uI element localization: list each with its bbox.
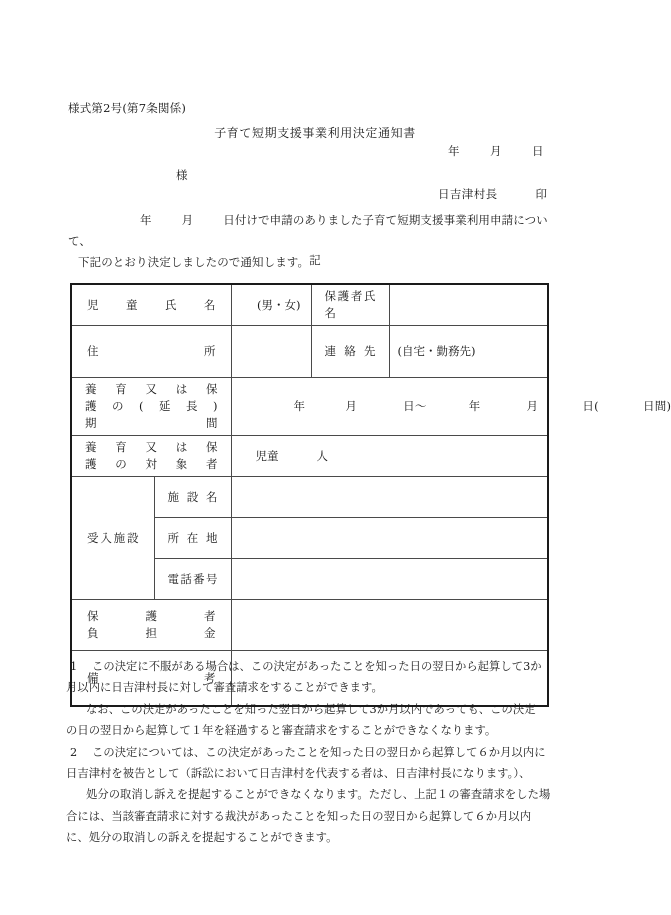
fee-value-cell[interactable]: [231, 600, 548, 651]
guardian-name-label-cell: [311, 284, 389, 326]
fee-label-cell: [71, 600, 231, 651]
table-row-address: [71, 326, 548, 378]
address-value-cell[interactable]: [231, 326, 311, 378]
footnote-1-line1: この決定に不服がある場合は、この決定があったことを知った日の翌日から起算して3か: [92, 660, 542, 673]
facility-phone-value-cell[interactable]: [231, 559, 548, 600]
care-target-label-cell: [71, 436, 231, 477]
table-row-care-target: [71, 436, 548, 477]
care-period-label-line1: 養育又は保: [85, 382, 218, 396]
footnote-2-number: 2: [70, 745, 78, 759]
child-name-label: 児童氏名: [87, 297, 216, 312]
care-target-value-cell[interactable]: [231, 436, 548, 477]
footnotes: [66, 656, 566, 849]
footnote-2-line1: この決定については、この決定があったことを知った日の翌日から起算して６か月以内に: [92, 745, 546, 759]
period-year1: 年: [293, 399, 306, 413]
care-period-label-line3: 期間: [85, 416, 218, 430]
addressee-suffix: 様: [176, 168, 188, 182]
table-row-fee: [71, 600, 548, 651]
issuer-block: [438, 186, 547, 202]
facility-label: 受入施設: [87, 530, 139, 545]
facility-label-cell: [71, 477, 154, 600]
contact-label-cell: [311, 326, 389, 378]
period-day1: 日～: [403, 399, 427, 413]
table-row-facility-name: [71, 477, 548, 518]
child-name-label-cell: [71, 284, 231, 326]
footnote-2: [66, 742, 566, 763]
issue-date-year: 年: [448, 144, 460, 158]
care-period-value-cell[interactable]: [231, 378, 671, 436]
care-period-label-cell: [71, 378, 231, 436]
decision-table: [70, 283, 671, 707]
issue-date-day: 日: [532, 144, 544, 158]
contact-note: (自宅・勤務先): [397, 344, 476, 358]
facility-phone-label-cell: [154, 559, 231, 600]
decision-table-wrapper: [70, 283, 671, 707]
care-period-value: [232, 398, 671, 415]
footnote-1-line2: 月以内に日吉津村長に対して審査請求をすることができます。: [66, 681, 383, 695]
child-name-value-cell[interactable]: [231, 284, 311, 326]
address-label: 住所: [87, 344, 216, 358]
facility-address-label: 所在地: [167, 530, 218, 545]
issue-date-month: 月: [490, 144, 502, 158]
period-days-count: 日間): [642, 399, 671, 413]
notice-paragraph-line2: 下記のとおり決定しましたので通知します。: [78, 255, 310, 269]
care-period-label-line2: 護の(延長): [85, 399, 218, 413]
issuer-name: 日吉津村長: [438, 187, 498, 201]
care-target-label-line2: 護の対象者: [85, 457, 218, 471]
application-date-month: 月: [181, 213, 194, 227]
contact-label: 連絡先: [324, 344, 376, 358]
contact-value-cell[interactable]: [389, 326, 548, 378]
care-target-value: [232, 448, 548, 465]
footnote-1-line4: の日の翌日から起算して１年を経過すると審査請求をすることができなくなります。: [66, 724, 497, 738]
ki-mark: 記: [309, 253, 321, 267]
footnote-1-line3: なお、この決定があったことを知った翌日から起算して3か月以内であっても、この決定: [86, 702, 536, 716]
footnote-1-number: 1: [70, 660, 78, 673]
period-month1: 月: [345, 399, 358, 413]
care-target-child-label: 児童: [255, 448, 279, 463]
gender-note: (男・女): [257, 297, 301, 312]
facility-address-label-cell: [154, 518, 231, 559]
footnote-2-line2: 日吉津村を被告として（訴訟において日吉津村を代表する者は、日吉津村長になります。）、: [66, 767, 531, 781]
footnote-1: [66, 656, 566, 677]
remarks-label: 備考: [87, 670, 216, 685]
care-target-label-line1: 養育又は保: [85, 440, 218, 454]
period-month2: 月: [526, 399, 539, 413]
facility-name-label: 施設名: [167, 489, 218, 504]
care-target-unit: 人: [316, 448, 328, 463]
period-year2: 年: [468, 399, 481, 413]
facility-name-value-cell[interactable]: [231, 477, 548, 518]
footnote-2-line3: 処分の取消し訴えを提起することができなくなります。ただし、上記１の審査請求をした場: [86, 788, 551, 802]
facility-name-label-cell: [154, 477, 231, 518]
facility-address-value-cell[interactable]: [231, 518, 548, 559]
guardian-name-value-cell[interactable]: [389, 284, 548, 326]
seal-mark: 印: [535, 187, 548, 201]
fee-label-line2: 負担金: [87, 626, 216, 640]
application-date-rest: 日付けで申請のありました子育て短期支援事業利用申請について、: [68, 213, 548, 248]
footnote-2-line4: 合には、当該審査請求に対する裁決があったことを知った日の翌日から起算して６か月以内: [66, 809, 532, 823]
fee-label-line1: 保護者: [87, 609, 216, 623]
address-label-cell: [71, 326, 231, 378]
guardian-name-label: 保護者氏名: [324, 289, 376, 320]
footnote-2-line5: に、処分の取消しの訴えを提起することができます。: [66, 831, 338, 845]
form-number: 様式第2号(第7条関係): [68, 101, 187, 115]
document-title: 子育て短期支援事業利用決定通知書: [214, 126, 416, 140]
facility-phone-label: 電話番号: [167, 571, 218, 586]
table-row-care-period: [71, 378, 548, 436]
period-day2: 日(: [582, 399, 599, 413]
application-date-year: 年: [140, 213, 152, 227]
table-row-child-name: [71, 284, 548, 326]
